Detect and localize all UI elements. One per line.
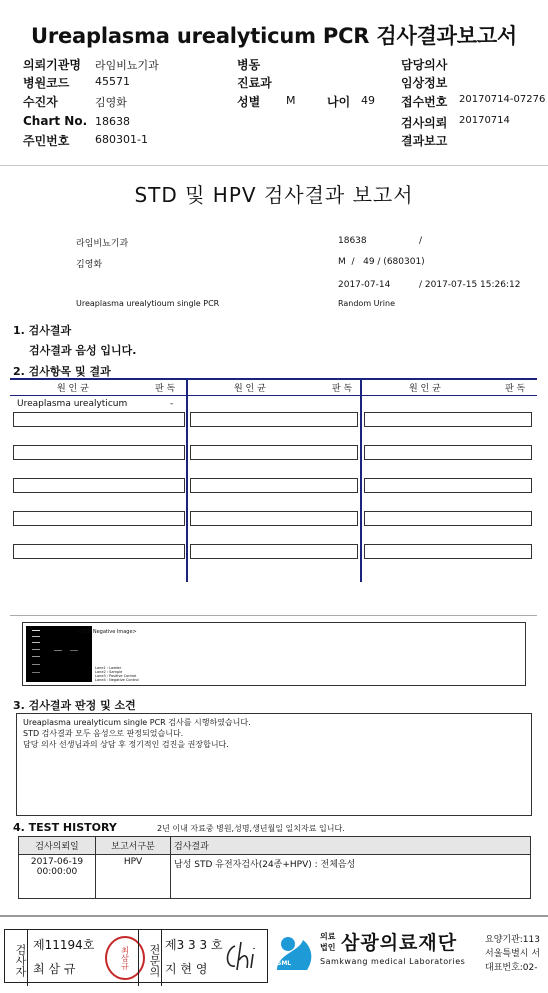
result-slot: [364, 445, 532, 460]
header-value: 49: [361, 94, 375, 107]
col-header-pathogen: 원 인 균: [57, 384, 89, 394]
report-title: STD 및 HPV 검사결과 보고서: [134, 183, 414, 207]
opinion-box: [16, 713, 532, 816]
history-date: 2017-06-19 00:00:00: [19, 855, 96, 899]
history-table: [18, 836, 531, 899]
header-label: 주민번호: [23, 134, 70, 148]
history-result: 남성 STD 유전자검사(24종+HPV) : 전체음성: [171, 855, 531, 899]
reviewer-license: 제3 3 3 호: [165, 938, 223, 952]
header-label: 진료과: [237, 76, 272, 90]
result-slot: [364, 544, 532, 559]
header-label: Chart No.: [23, 114, 88, 128]
result-slot: [190, 544, 358, 559]
history-note: 2년 이내 자료중 병원,성명,생년월일 일치자료 입니다.: [157, 824, 345, 833]
header-label: 임상정보: [401, 76, 448, 90]
info-date-reported: / 2017-07-15 15:26:12: [419, 280, 521, 290]
result-slot: [13, 544, 185, 559]
org-small-1: 의료: [320, 932, 336, 941]
header-label: 병원코드: [23, 76, 70, 90]
result-slot: [190, 478, 358, 493]
result-slot: [364, 478, 532, 493]
org-name: 삼광의료재단: [341, 932, 458, 954]
info-date-received: 2017-07-14: [338, 280, 391, 290]
gel-legend: Lane1 : Ladder Lane2 : Sample Lane3 : Positive Control Lane4 : Negative Control: [95, 666, 139, 682]
section1-heading: 1. 검사결과: [13, 324, 72, 337]
opinion-line: Ureaplasma urealyticum single PCR 검사를 시행하였습니다.: [23, 718, 251, 727]
info-chart: 18638: [338, 236, 367, 246]
pathogen-name: Ureaplasma urealyticum: [17, 399, 128, 409]
col-header-result: 판 독: [155, 384, 176, 394]
header-value: 18638: [95, 115, 130, 128]
header-value: 45571: [95, 75, 130, 88]
section3-heading: 3. 검사결과 판정 및 소견: [13, 699, 136, 712]
header-label: 의뢰기관명: [23, 58, 81, 72]
org-code: 요양기관:113: [485, 935, 540, 945]
examiner-license: 제11194호: [33, 938, 95, 952]
result-slot: [190, 412, 358, 427]
col-header-pathogen: 원 인 균: [409, 384, 441, 394]
section-divider: [10, 615, 537, 616]
reviewer-label: 전문의: [138, 930, 162, 986]
result-slot: [364, 511, 532, 526]
info-chart-sep: /: [419, 236, 423, 246]
result-slot: [190, 511, 358, 526]
header-value: 680301-1: [95, 133, 148, 146]
reviewer-signature: [221, 936, 265, 976]
header-label: 성별: [237, 95, 261, 109]
header-label: 담당의사: [401, 58, 448, 72]
result-slot: [13, 412, 185, 427]
result-slot: [13, 478, 185, 493]
history-col-result: 검사결과: [171, 837, 531, 855]
org-phone: 대표번호:02-: [485, 963, 538, 973]
gel-image-panel: [22, 622, 526, 686]
report-header-title: Ureaplasma urealyticum PCR 검사결과보고서: [30, 24, 517, 48]
history-row: [19, 855, 531, 899]
header-label: 검사의뢰: [401, 116, 448, 130]
examiner-name: 최 삼 규: [33, 962, 76, 976]
header-label: 나이: [327, 95, 351, 109]
opinion-line: 담당 의사 선생님과의 상담 후 정기적인 검진을 권장합니다.: [23, 740, 229, 749]
sml-logo-text: SML: [277, 960, 292, 967]
info-sex-age: M / 49 / (680301): [338, 257, 425, 267]
history-header-row: [19, 837, 531, 855]
info-specimen: Random Urine: [338, 299, 396, 308]
info-hospital: 라임비뇨기과: [76, 239, 129, 249]
header-value: 김영화: [95, 96, 127, 109]
section4-heading: 4. TEST HISTORY: [13, 821, 117, 834]
org-address: 서울특별시 서: [485, 949, 541, 959]
history-col-date: 검사의뢰일: [19, 837, 96, 855]
col-header-pathogen: 원 인 균: [234, 384, 266, 394]
result-slot: [364, 412, 532, 427]
results-table-header-rule: [10, 395, 537, 396]
pathogen-result: -: [170, 399, 174, 409]
signature-box: [4, 929, 268, 983]
section2-heading: 2. 검사항목 및 결과: [13, 365, 111, 378]
sml-logo: [273, 930, 317, 974]
section1-result-text: 검사결과 음성 입니다.: [29, 344, 137, 357]
result-slot: [13, 445, 185, 460]
header-divider: [0, 165, 548, 166]
col-header-result: 판 독: [505, 384, 526, 394]
reviewer-name: 지 현 영: [165, 962, 208, 976]
history-type: HPV: [96, 855, 171, 899]
results-column-divider: [186, 378, 188, 582]
result-slot: [13, 511, 185, 526]
header-value: 라임비뇨기과: [95, 59, 159, 72]
examiner-seal-stamp: 최삼규: [105, 936, 145, 980]
history-col-type: 보고서구분: [96, 837, 171, 855]
examiner-label: 검사자: [5, 930, 28, 986]
header-value: 20170714-07276: [459, 94, 546, 105]
gel-caption: <STD Negative Image>: [77, 629, 137, 635]
info-test-name: Ureaplasma urealytioum single PCR: [76, 299, 220, 308]
header-label: 결과보고: [401, 134, 448, 148]
header-label: 병동: [237, 58, 261, 72]
header-label: 수진자: [23, 95, 58, 109]
header-label: 접수번호: [401, 95, 448, 109]
footer-top-rule: [0, 915, 548, 917]
org-small-2: 법인: [320, 943, 336, 952]
org-english-name: Samkwang medical Laboratories: [320, 957, 466, 966]
result-slot: [190, 445, 358, 460]
opinion-line: STD 검사결과 모두 음성으로 판정되었습니다.: [23, 729, 184, 738]
header-value: 20170714: [459, 115, 510, 126]
results-table-top-rule: [10, 378, 537, 380]
sml-logo-icon: [273, 930, 317, 974]
col-header-result: 판 독: [332, 384, 353, 394]
info-patient: 김영화: [76, 260, 103, 270]
header-value: M: [286, 94, 296, 107]
results-column-divider: [360, 378, 362, 582]
